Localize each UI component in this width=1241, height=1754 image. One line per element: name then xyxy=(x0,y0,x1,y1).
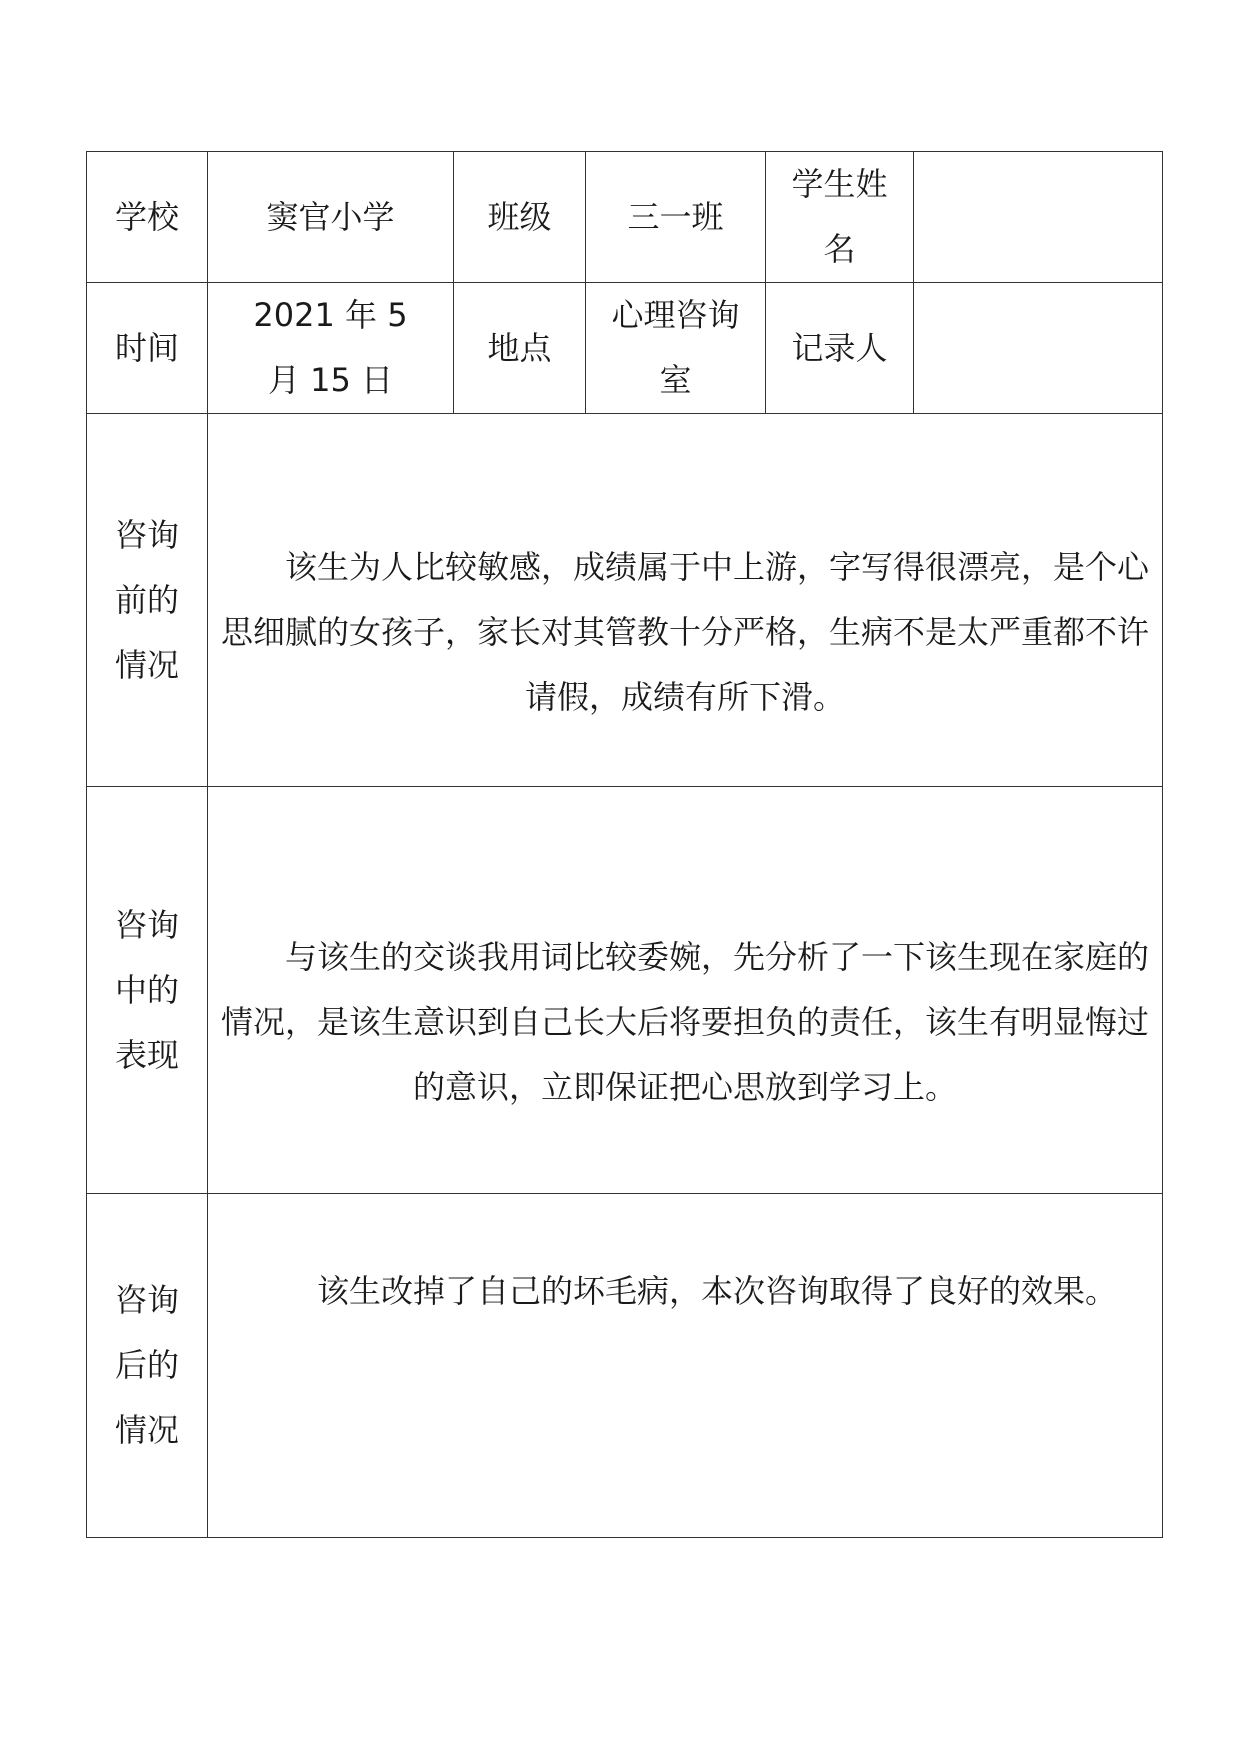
info-row-2 xyxy=(87,283,1163,414)
place-label: 地点 xyxy=(454,283,586,414)
recorder-value xyxy=(914,283,1163,414)
section-during-row xyxy=(87,787,1163,1194)
section-before-text: 该生为人比较敏感，成绩属于中上游，字写得很漂亮，是个心思细腻的女孩子，家长对其管教十分严格，生病不是太严重都不许请假，成绩有所下滑。 xyxy=(220,547,1149,716)
section-before-body xyxy=(208,414,1163,787)
section-during-body xyxy=(208,787,1163,1194)
section-after-label xyxy=(87,1194,208,1538)
student-name-label xyxy=(766,152,914,283)
counseling-record-table xyxy=(86,151,1163,1538)
section-during-label xyxy=(87,787,208,1194)
time-value xyxy=(208,283,454,414)
section-after-row xyxy=(87,1194,1163,1538)
class-value: 三一班 xyxy=(586,152,766,283)
section-after-label-text: 咨询后的情况 xyxy=(114,1281,179,1449)
time-label: 时间 xyxy=(87,283,208,414)
section-before-label xyxy=(87,414,208,787)
school-label: 学校 xyxy=(87,152,208,283)
section-before-row xyxy=(87,414,1163,787)
info-row-1 xyxy=(87,152,1163,283)
school-value: 窦官小学 xyxy=(208,152,454,283)
recorder-label: 记录人 xyxy=(766,283,914,414)
time-value-text: 2021 年 5 月 15 日 xyxy=(253,296,408,399)
student-name-label-text: 学生姓名 xyxy=(791,165,888,268)
section-during-text: 与该生的交谈我用词比较委婉，先分析了一下该生现在家庭的情况，是该生意识到自己长大后将要担负的责任，该生有明显悔过的意识，立即保证把心思放到学习上。 xyxy=(220,938,1149,1106)
class-label: 班级 xyxy=(454,152,586,283)
section-after-text: 该生改掉了自己的坏毛病，本次咨询取得了良好的效果。 xyxy=(316,1272,1117,1310)
section-before-label-text: 咨询前的情况 xyxy=(114,515,179,684)
section-after-body xyxy=(208,1194,1163,1538)
section-during-label-text: 咨询中的表现 xyxy=(114,905,179,1074)
student-name-value xyxy=(914,152,1163,283)
place-value-text: 心理咨询室 xyxy=(611,296,740,399)
place-value xyxy=(586,283,766,414)
